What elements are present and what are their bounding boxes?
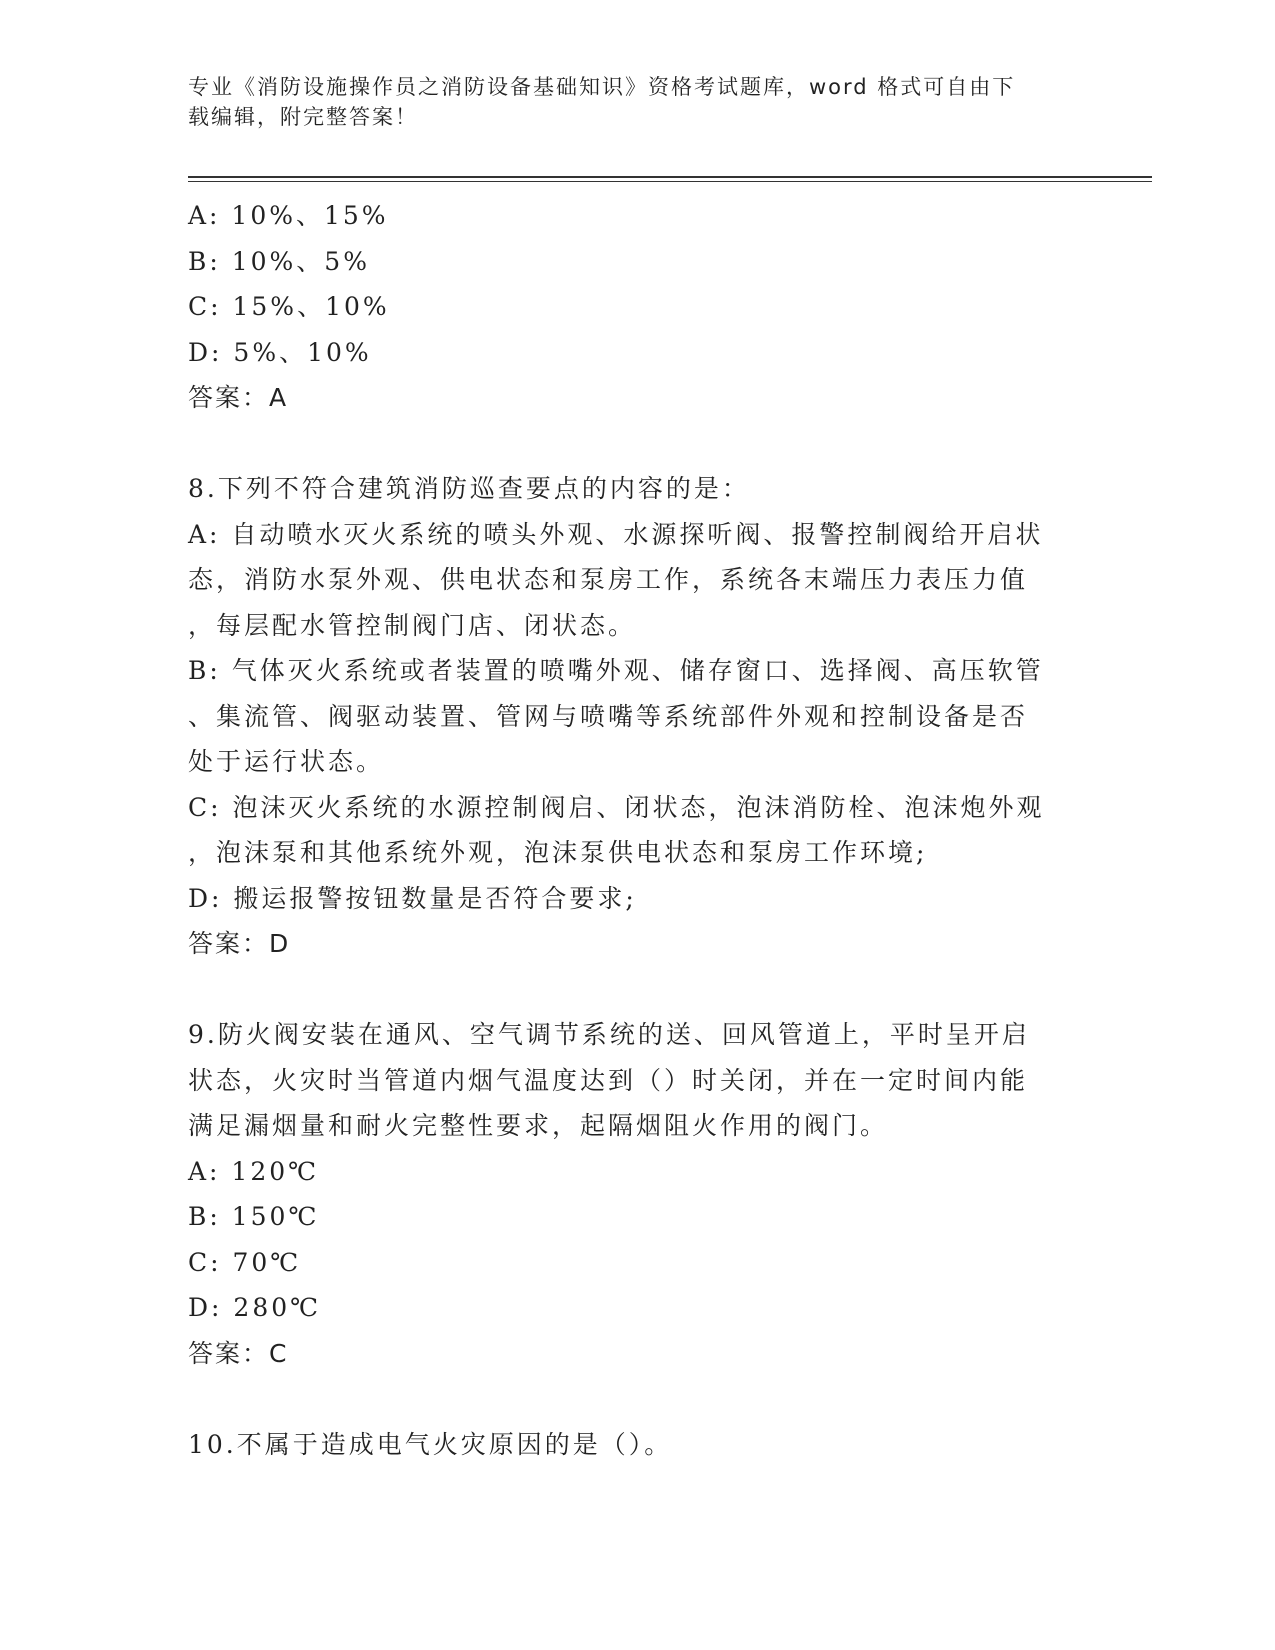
header-divider-thin [188, 181, 1152, 182]
header-line-1: 专业《消防设施操作员之消防设备基础知识》资格考试题库，word 格式可自由下 [188, 75, 1016, 99]
q8-line: C: 泡沫灭火系统的水源控制阀启、闭状态，泡沫消防栓、泡沫炮外观 [188, 792, 1045, 822]
q10-question: 10.不属于造成电气火灾原因的是（）。 [188, 1429, 673, 1459]
question-9-block [188, 1012, 1088, 1376]
q8-line: 处于运行状态。 [188, 747, 385, 776]
q9-option-a: A: 120℃ [188, 1156, 320, 1186]
question-8-block [188, 466, 1088, 967]
q8-line: A: 自动喷水灭火系统的喷头外观、水源探听阀、报警控制阀给开启状 [188, 519, 1044, 549]
header-divider-thick [188, 176, 1152, 178]
q8-line: B: 气体灭火系统或者装置的喷嘴外观、储存窗口、选择阀、高压软管 [188, 656, 1044, 685]
question-7-block [188, 193, 1088, 421]
spacer [188, 967, 1088, 1013]
q7-option-a: A: 10%、15% [188, 201, 389, 230]
q9-question-line: 满足漏烟量和耐火完整性要求，起隔烟阻火作用的阀门。 [188, 1111, 889, 1140]
q8-line: 、集流管、阀驱动装置、管网与喷嘴等系统部件外观和控制设备是否 [188, 701, 1029, 731]
document-header [188, 72, 1088, 132]
spacer [188, 1376, 1088, 1422]
q8-line: 态，消防水泵外观、供电状态和泵房工作，系统各末端压力表压力值 [188, 565, 1029, 594]
header-line-2: 载编辑，附完整答案！ [188, 105, 418, 129]
question-content [188, 193, 1088, 1467]
q9-option-b: B: 150℃ [188, 1202, 320, 1231]
q9-option-c: C: 70℃ [188, 1247, 302, 1277]
q9-option-d: D: 280℃ [188, 1293, 322, 1322]
q9-question-line: 状态，火灾时当管道内烟气温度达到（）时关闭，并在一定时间内能 [188, 1065, 1029, 1095]
q9-question-line: 9.防火阀安装在通风、空气调节系统的送、回风管道上，平时呈开启 [188, 1020, 1030, 1049]
q8-question: 8.下列不符合建筑消防巡查要点的内容的是： [188, 474, 750, 503]
q7-option-d: D: 5%、10% [188, 337, 372, 367]
question-10-block [188, 1422, 1088, 1468]
q8-line: ，泡沫泵和其他系统外观，泡沫泵供电状态和泵房工作环境; [188, 838, 928, 867]
q9-answer: 答案：C [188, 1338, 289, 1368]
q8-answer: 答案：D [188, 929, 291, 958]
q8-line: ，每层配水管控制阀门店、闭状态。 [188, 610, 637, 640]
q8-line: D: 搬运报警按钮数量是否符合要求; [188, 883, 637, 913]
q7-answer: 答案：A [188, 383, 289, 412]
q7-option-b: B: 10%、5% [188, 246, 370, 276]
q7-option-c: C: 15%、10% [188, 292, 390, 321]
spacer [188, 421, 1088, 467]
